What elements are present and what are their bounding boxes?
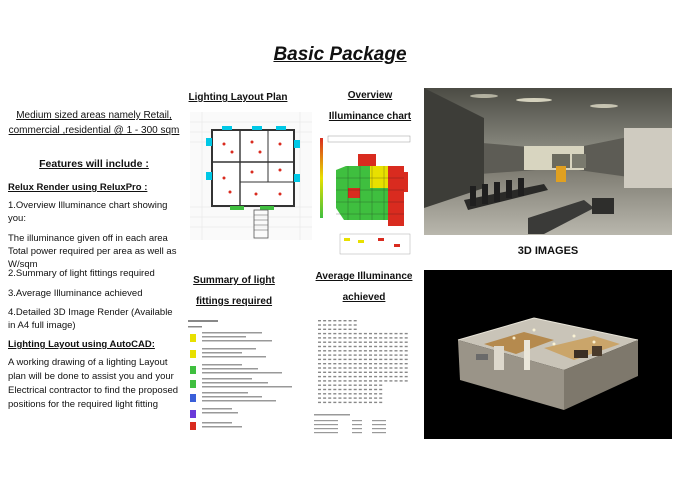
feature-item-3: 3.Average Illuminance achieved (8, 288, 143, 299)
images-3d-label: 3D IMAGES (517, 245, 579, 257)
relux-heading: Relux Render using ReluxPro : (8, 182, 148, 193)
average-illuminance-image (312, 316, 412, 408)
intro-text: Medium sized areas namely Retail, commercial ,residential @ 1 - 300 sqm (8, 110, 180, 136)
feature-item-1: 1.Overview Illuminance chart showing you: (8, 200, 168, 224)
feature-item-2: 2.Summary of light fittings required (8, 268, 155, 279)
layout-plan-label: Lighting Layout Plan (188, 92, 288, 103)
overview-illuminance-image (318, 128, 416, 258)
overview-label-1: Overview (347, 90, 393, 101)
feature-item-1-detail: The illuminance given off in each area Total power required per area as well as W/sqm (8, 233, 177, 270)
feature-item-4: 4.Detailed 3D Image Render (Available in A4 full image) (8, 307, 173, 331)
page-title: Basic Package (273, 44, 407, 65)
features-heading: Features will include : (39, 158, 149, 170)
average-illuminance-summary-image (312, 412, 412, 438)
render-cutaway-image (424, 270, 672, 439)
overview-label-2: Illuminance chart (328, 111, 412, 122)
average-label-1: Average Illuminance (315, 271, 413, 282)
summary-label-1: Summary of light (193, 275, 275, 286)
autocad-text: A working drawing of a lighting Layout plan will be done to assist you and your Electrical contractor to find the proposed positions for the required light fitting (8, 357, 179, 410)
summary-label-2: fittings required (195, 296, 273, 307)
summary-fittings-image (186, 318, 304, 434)
lighting-layout-plan-image (190, 112, 312, 240)
average-label-2: achieved (342, 292, 386, 303)
render-interior-image (424, 88, 672, 235)
autocad-heading: Lighting Layout using AutoCAD: (8, 339, 155, 350)
